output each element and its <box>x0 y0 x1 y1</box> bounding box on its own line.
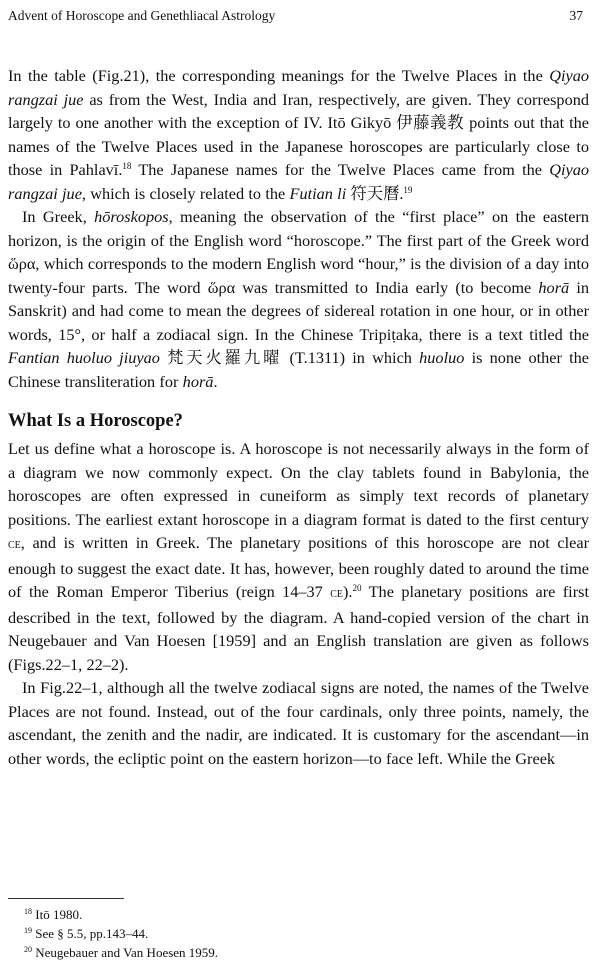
paragraph-fig22 <box>8 676 589 770</box>
page-number: 37 <box>569 8 583 23</box>
running-header <box>8 8 589 30</box>
footnote-text: See § 5.5, pp.143–44. <box>35 926 149 941</box>
italic-term: hōroskopos <box>94 207 169 226</box>
text-run: In the table (Fig.21), the corresponding meanings for the Twelve Places in the <box>8 66 550 85</box>
text-run: is none other the Chinese transliteration for <box>8 348 589 391</box>
text-run: as from the West, India and Iran, respectively, are given. They correspond largely to one another with the exception of IV. Itō Gikyō 伊藤義教 points out that the names of the Twelve Places used in the Japanese horoscopes are particularly close to those in Pahlavī. <box>8 89 589 179</box>
text-run: The Japanese names for the Twelve Places came from the <box>131 160 550 179</box>
paragraph-horoskopos <box>8 205 589 393</box>
footnote-divider <box>8 898 124 899</box>
paragraph-twelve-places <box>8 64 589 205</box>
text-run: In Greek, <box>22 207 95 226</box>
text-run: in Sanskrit) and had come to mean the degrees of sidereal rotation in one hour, or in other words, 15°, or half a zodiacal sign. In the Chinese Tripiṭaka, there is a text titled the <box>8 277 590 344</box>
section-heading: What Is a Horoscope? <box>8 411 183 431</box>
italic-term: huoluo <box>419 348 465 367</box>
footnote-20 <box>24 943 218 962</box>
text-run: Let us define what a horoscope is. A horoscope is not necessarily always in the form of a diagram we now commonly expect. On the clay tablets found in Babylonia, the horoscopes are often expressed in cuneiform as simply text records of planetary positions. The earliest extant horoscope in a diagram format is dated to the first century <box>8 439 589 529</box>
text-run: 符天曆. <box>346 183 404 203</box>
text-run: . <box>213 371 218 391</box>
italic-term: Futian li <box>289 183 347 203</box>
era-abbrev: ce <box>8 536 21 552</box>
era-abbrev: ce <box>330 585 343 601</box>
footnote-ref-18[interactable]: 18 <box>122 161 132 171</box>
footnote-number: 19 <box>24 926 32 935</box>
paragraph-definition <box>8 437 589 676</box>
text-run: , which is closely related to the <box>81 183 290 203</box>
text-run: In Fig.22–1, although all the twelve zodiacal signs are noted, the names of the Twelve Places are not found. Instead, out of the four cardinals, only three points, namely, the ascendant, the zenith and the nadir, are indicated. It is customary for the ascendant—in other words, the ecliptic point on the eastern horizon—to face left. While the Greek <box>8 678 589 768</box>
footnotes <box>24 905 218 962</box>
italic-term: horā <box>182 371 214 391</box>
italic-term: horā <box>538 277 570 297</box>
footnote-number: 18 <box>24 907 32 916</box>
text-run: 梵天火羅九曜 (T.1311) in which <box>159 348 420 367</box>
footnote-ref-20[interactable]: 20 <box>352 583 362 593</box>
text-run: , and is written in Greek. The planetary positions of this horoscope are not clear enough to suggest the exact date. It has, however, been roughly dated to around the time of the Roman Emperor Tiberius (reign 14–37 <box>8 533 589 601</box>
footnote-18 <box>24 905 218 924</box>
footnote-19 <box>24 924 218 943</box>
running-title: Advent of Horoscope and Genethliacal Astrology <box>8 8 276 23</box>
italic-term: Fantian huoluo jiuyao <box>8 348 160 367</box>
text-run: ). <box>343 582 353 601</box>
text-run: , meaning the observation of the “first place” on the eastern horizon, is the origin of the English word “horoscope.” The first part of the Greek word ὥρα, which corresponds to the modern English word “hour,” is the division of a day into twenty-four parts. The word ὥρα was transmitted to India early (to become <box>8 207 589 297</box>
footnote-text: Itō 1980. <box>35 907 83 922</box>
italic-term: Qiyao rangzai jue <box>8 66 589 109</box>
footnote-text: Neugebauer and Van Hoesen 1959. <box>35 945 219 960</box>
footnote-ref-19[interactable]: 19 <box>403 184 413 195</box>
italic-term: Qiyao rangzai jue <box>8 160 589 203</box>
text-run: The planetary positions are first described in the text, followed by the diagram. A hand-copied version of the chart in Neugebauer and Van Hoesen [1959] and an English translation are given as follows (Figs.22–1, 22–2). <box>8 582 589 674</box>
footnote-number: 20 <box>24 945 32 954</box>
